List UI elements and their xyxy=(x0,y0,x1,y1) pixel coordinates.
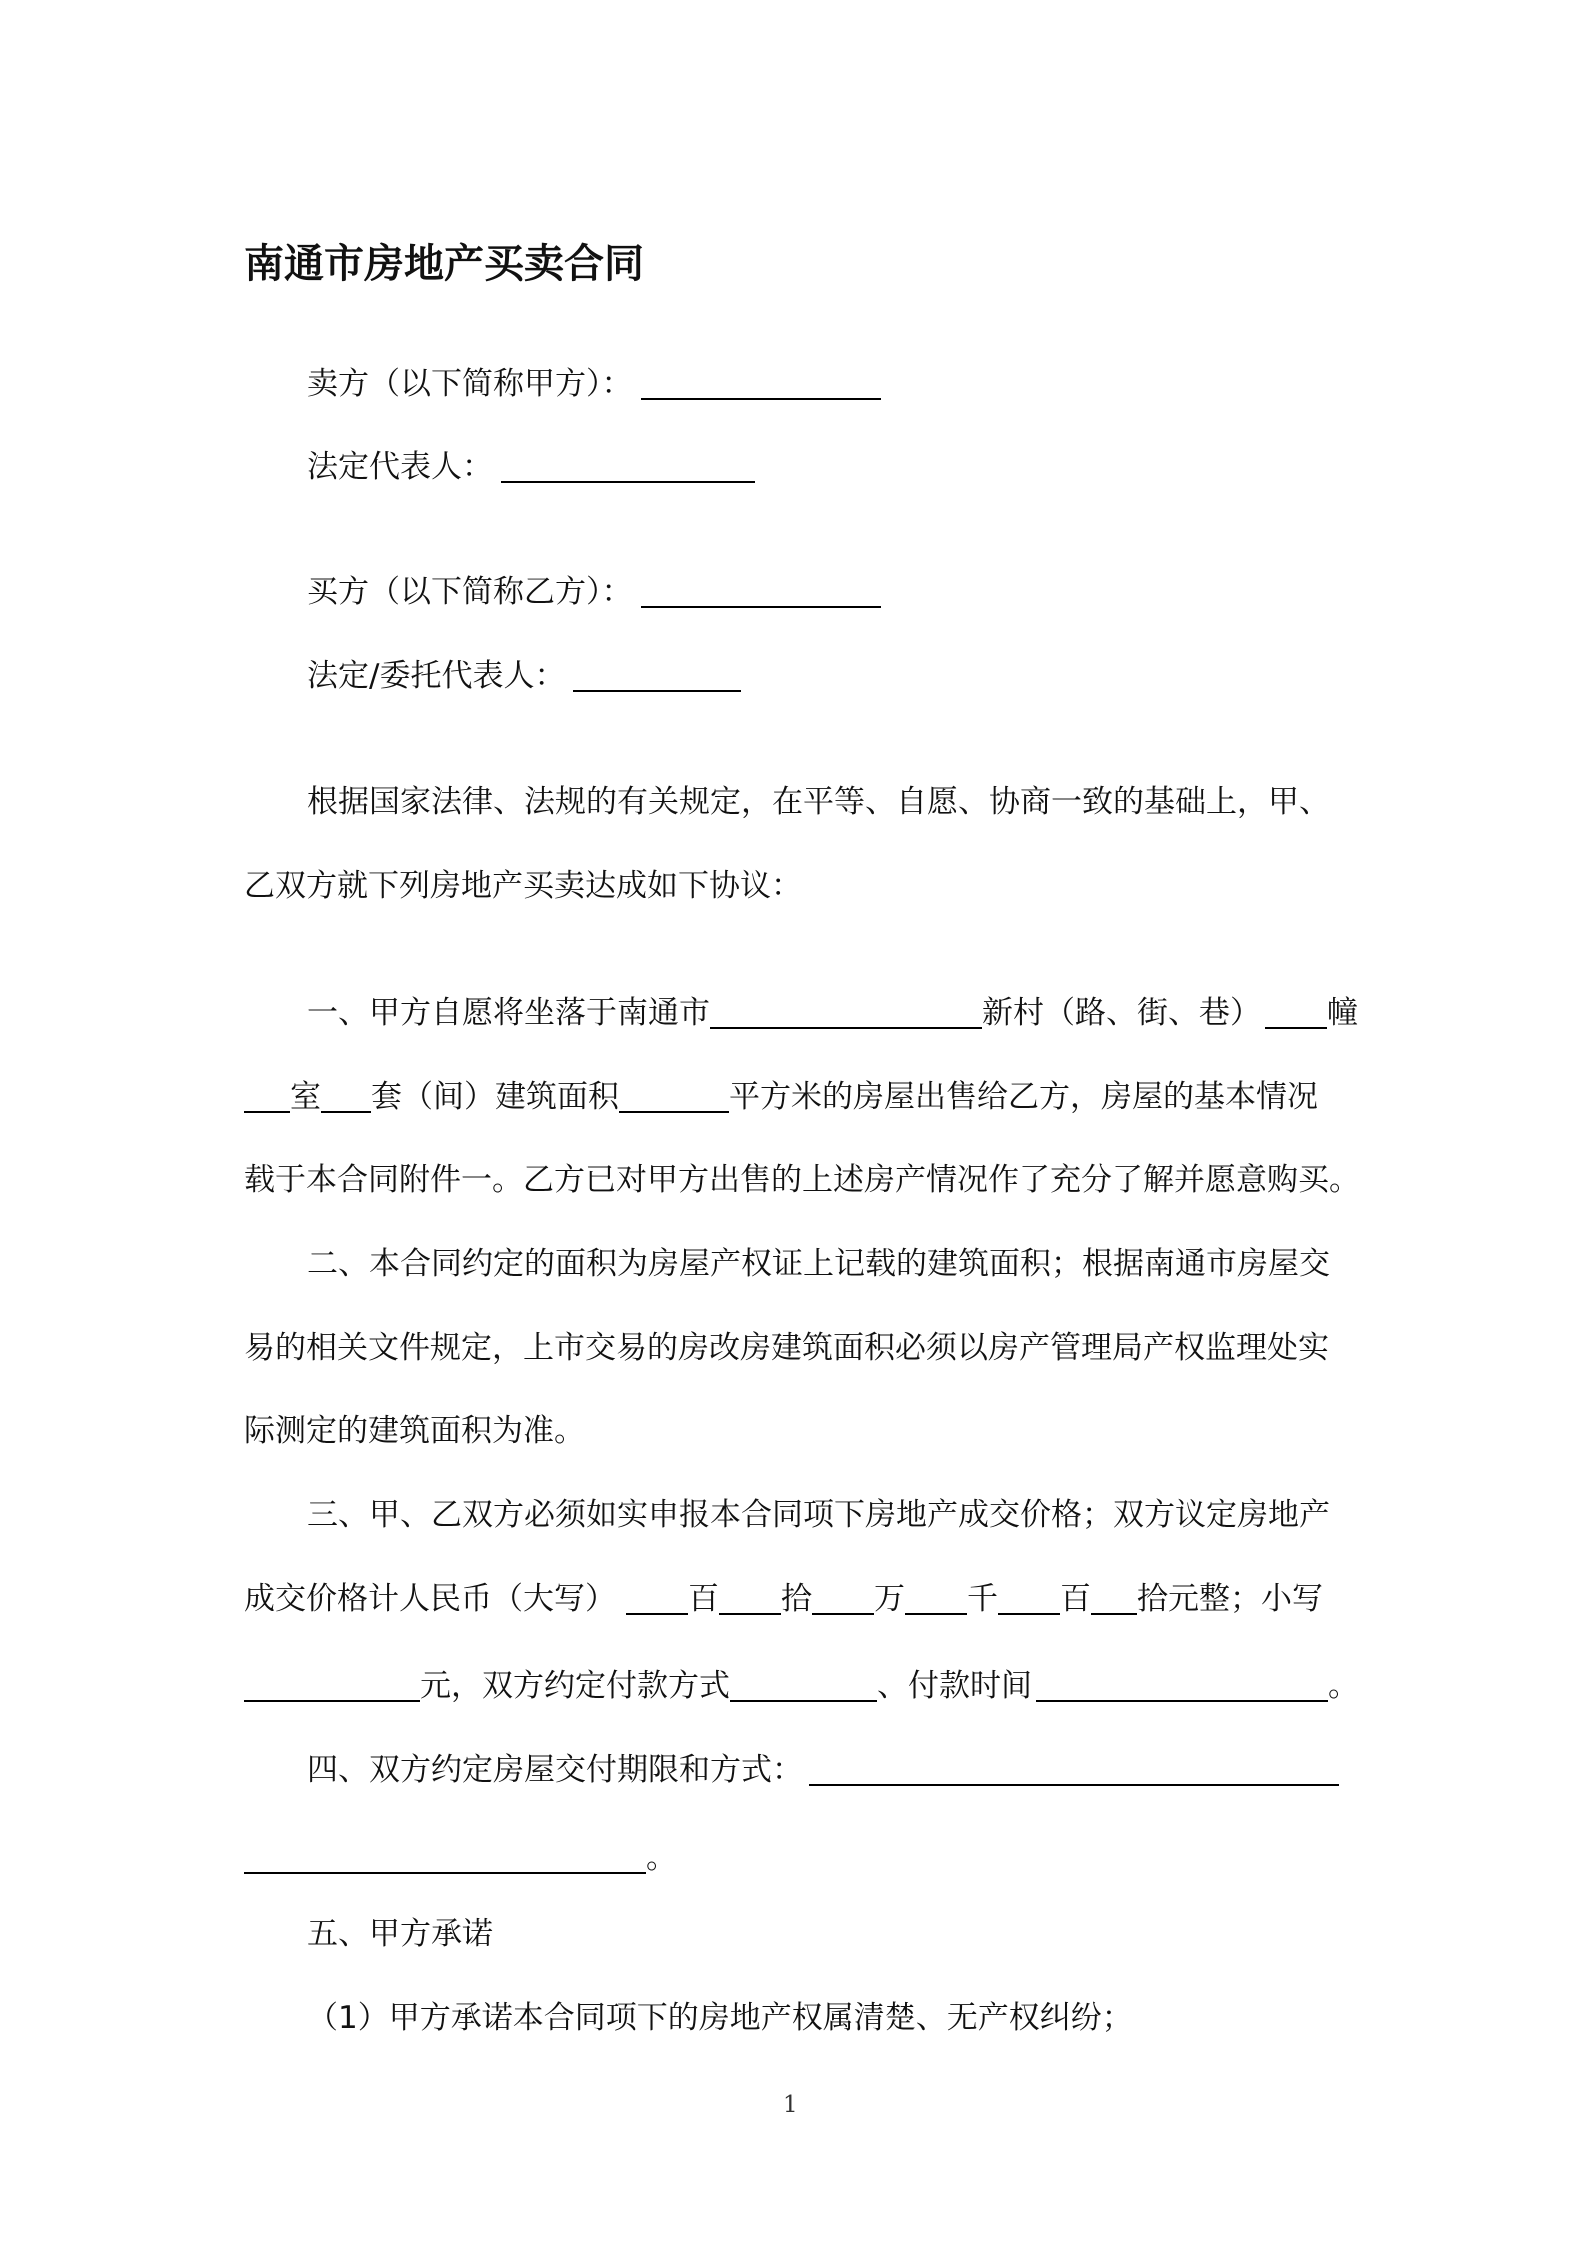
price-ten-thousand-field[interactable] xyxy=(812,1583,874,1615)
buyer-line xyxy=(307,570,881,614)
unit-label: 千 xyxy=(967,1581,998,1617)
article2-line-1: 二、本合同约定的面积为房屋产权证上记载的建筑面积；根据南通市房屋交 xyxy=(307,1246,1330,1282)
buyer-name-field[interactable] xyxy=(641,576,881,608)
price-thousand-field[interactable] xyxy=(905,1583,967,1615)
price-figures-field[interactable] xyxy=(244,1670,420,1702)
unit-label: 万 xyxy=(874,1581,905,1617)
article1-text: 幢 xyxy=(1327,995,1358,1031)
buyer-rep-field[interactable] xyxy=(573,660,741,692)
article3-text: 、付款时间 xyxy=(877,1668,1032,1704)
intro-line-2: 乙双方就下列房地产买卖达成如下协议： xyxy=(244,868,802,904)
page-number: 1 xyxy=(783,2092,798,2118)
article3-text: 成交价格计人民币（大写） xyxy=(244,1581,616,1617)
intro-line-1: 根据国家法律、法规的有关规定，在平等、自愿、协商一致的基础上，甲、 xyxy=(307,784,1330,820)
delivery-terms-field-cont[interactable] xyxy=(244,1842,646,1874)
article3-line-1: 三、甲、乙双方必须如实申报本合同项下房地产成交价格；双方议定房地产 xyxy=(307,1497,1330,1533)
area-field[interactable] xyxy=(619,1081,729,1113)
location-field[interactable] xyxy=(710,997,982,1029)
article3-line-3 xyxy=(244,1664,1359,1708)
building-field[interactable] xyxy=(1265,997,1327,1029)
price-ten-million-field[interactable] xyxy=(719,1583,781,1615)
price-hundred-million-field[interactable] xyxy=(626,1583,688,1615)
seller-name-field[interactable] xyxy=(641,368,881,400)
article1-text: 新村（路、街、巷） xyxy=(982,995,1261,1031)
article1-text: 套（间）建筑面积 xyxy=(371,1079,619,1115)
buyer-rep-label: 法定/委托代表人： xyxy=(307,658,566,694)
buyer-rep-line xyxy=(307,654,741,698)
seller-line xyxy=(307,362,881,406)
price-ten-field[interactable] xyxy=(1091,1583,1137,1615)
unit-label: 百 xyxy=(1060,1581,1091,1617)
payment-method-field[interactable] xyxy=(730,1670,877,1702)
article1-text: 一、甲方自愿将坐落于南通市 xyxy=(307,995,710,1031)
page-title: 南通市房地产买卖合同 xyxy=(244,241,644,287)
article3-text: 元，双方约定付款方式 xyxy=(420,1668,730,1704)
price-hundred-field[interactable] xyxy=(998,1583,1060,1615)
article1-line-2 xyxy=(244,1075,1318,1119)
article1-text: 平方米的房屋出售给乙方，房屋的基本情况 xyxy=(729,1079,1318,1115)
article4-text: 四、双方约定房屋交付期限和方式： xyxy=(307,1752,803,1788)
article5-heading: 五、甲方承诺 xyxy=(307,1916,493,1952)
payment-time-field[interactable] xyxy=(1036,1670,1328,1702)
delivery-terms-field[interactable] xyxy=(809,1754,1339,1786)
article2-line-2: 易的相关文件规定，上市交易的房改房建筑面积必须以房产管理局产权监理处实 xyxy=(244,1330,1329,1366)
article3-text: 拾元整；小写 xyxy=(1137,1581,1323,1617)
seller-rep-line xyxy=(307,445,755,489)
article3-line-2 xyxy=(244,1577,1323,1621)
unit-field[interactable] xyxy=(321,1081,371,1113)
seller-rep-label: 法定代表人： xyxy=(307,449,493,485)
article1-text: 室 xyxy=(290,1079,321,1115)
article4-line-2 xyxy=(244,1836,677,1880)
unit-label: 拾 xyxy=(781,1581,812,1617)
article4-line-1 xyxy=(307,1748,1339,1792)
buyer-label: 买方（以下简称乙方）： xyxy=(307,574,633,610)
unit-label: 百 xyxy=(688,1581,719,1617)
article3-text: 。 xyxy=(1328,1668,1359,1704)
article2-line-3: 际测定的建筑面积为准。 xyxy=(244,1413,585,1449)
article1-line-1 xyxy=(307,991,1358,1035)
article1-line-3: 载于本合同附件一。乙方已对甲方出售的上述房产情况作了充分了解并愿意购买。 xyxy=(244,1162,1360,1198)
seller-label: 卖方（以下简称甲方）： xyxy=(307,366,633,402)
article5-item-1: （1）甲方承诺本合同项下的房地产权属清楚、无产权纠纷； xyxy=(307,2000,1133,2036)
seller-rep-field[interactable] xyxy=(501,451,755,483)
room-field[interactable] xyxy=(244,1081,290,1113)
article4-text: 。 xyxy=(646,1840,677,1876)
